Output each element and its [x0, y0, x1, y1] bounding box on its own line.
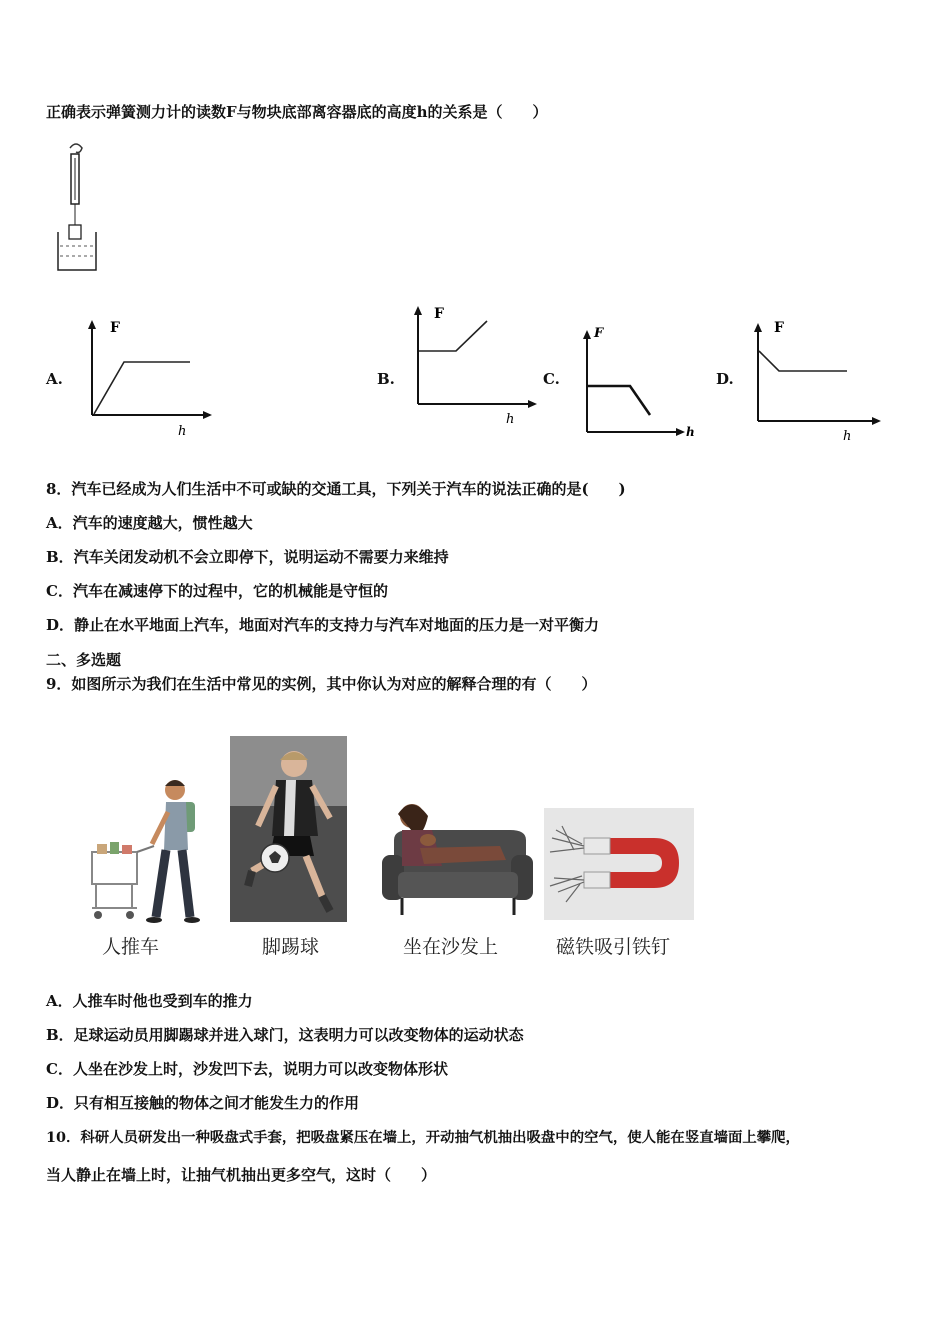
graph-c [575, 322, 700, 442]
q8-option-d: D．静止在水平地面上汽车，地面对汽车的支持力与汽车对地面的压力是一对平衡力 [46, 616, 600, 634]
graph-c-ylabel: F [594, 326, 604, 341]
caption-magnet: 磁铁吸引铁钉 [556, 936, 671, 958]
q9-option-c: C．人坐在沙发上时，沙发凹下去，说明力可以改变物体形状 [46, 1060, 448, 1078]
woman-on-sofa-image [380, 800, 535, 920]
graph-b-xlabel: h [506, 412, 515, 427]
option-d-label: D. [716, 370, 734, 388]
graph-a [80, 318, 215, 440]
boy-kicking-ball-image [230, 736, 347, 922]
q9-option-d: D．只有相互接触的物体之间才能发生力的作用 [46, 1094, 360, 1112]
caption-sit-sofa: 坐在沙发上 [403, 936, 499, 958]
q9-stem: 9．如图所示为我们在生活中常见的实例，其中你认为对应的解释合理的有（ ） [46, 675, 597, 693]
q10-line1: 10．科研人员研发出一种吸盘式手套，把吸盘紧压在墙上，开动抽气机抽出吸盘中的空气，使人能在竖直墙面上攀爬， [46, 1129, 800, 1146]
graph-c-xlabel: h [686, 425, 695, 439]
section-multi-choice: 二、多选题 [46, 651, 122, 669]
graph-b [405, 302, 540, 427]
graph-d-xlabel: h [843, 429, 852, 442]
magnet-nails-image [544, 808, 694, 920]
graph-d [745, 317, 885, 442]
q8-option-b: B．汽车关闭发动机不会立即停下，说明运动不需要力来维持 [46, 548, 449, 566]
option-c-label: C. [543, 370, 560, 388]
option-a-label: A. [46, 370, 63, 388]
option-b-label: B. [377, 370, 395, 388]
q8-option-a: A．汽车的速度越大，惯性越大 [46, 514, 253, 532]
spring-scale-figure [52, 140, 107, 275]
q10-line2: 当人静止在墙上时，让抽气机抽出更多空气，这时（ ） [46, 1166, 437, 1184]
q9-option-a: A．人推车时他也受到车的推力 [46, 992, 253, 1010]
q7-stem: 正确表示弹簧测力计的读数F与物块底部离容器底的高度h的关系是（ ） [46, 103, 548, 121]
caption-kick-ball: 脚踢球 [262, 936, 320, 958]
graph-a-ylabel: F [110, 320, 120, 336]
person-pushing-cart-image [82, 772, 207, 924]
q9-option-b: B．足球运动员用脚踢球并进入球门，这表明力可以改变物体的运动状态 [46, 1026, 524, 1044]
graph-a-xlabel: h [178, 424, 187, 439]
caption-push-cart: 人推车 [102, 936, 160, 958]
graph-b-ylabel: F [434, 306, 444, 322]
q8-stem: 8．汽车已经成为人们生活中不可或缺的交通工具，下列关于汽车的说法正确的是( ) [46, 480, 626, 498]
graph-d-ylabel: F [774, 320, 784, 336]
q8-option-c: C．汽车在减速停下的过程中，它的机械能是守恒的 [46, 582, 388, 600]
